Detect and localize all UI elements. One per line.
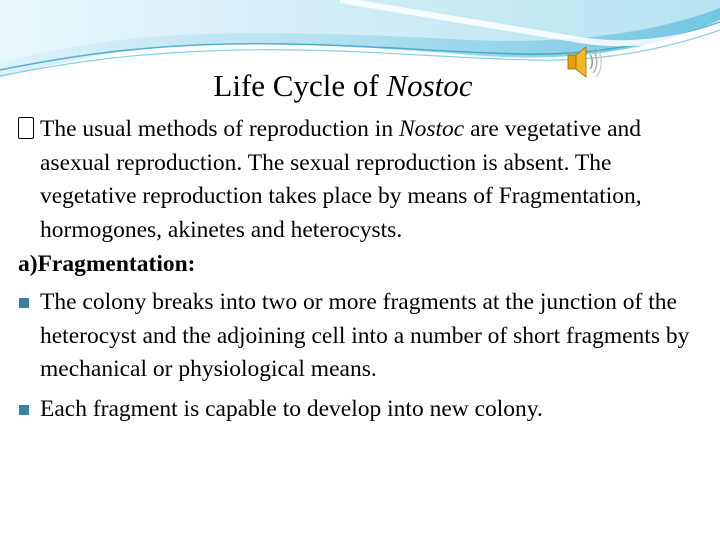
- bullet-text: The colony breaks into two or more fragments at the junction of the heterocyst and the adjoining cell into a number of short fragments by mechanical or physiological means.: [40, 288, 690, 383]
- intro-text-italic: Nostoc: [398, 116, 465, 142]
- square-bullet-icon: [19, 298, 29, 308]
- title-italic-text: Nostoc: [386, 68, 473, 103]
- intro-text-after: are vegetative and asexual reproduction. The sexual reproduction is absent. The vegetative reproduction takes place by means of Fragmentation, hormogones, akinetes and heterocysts.: [40, 116, 642, 243]
- slide-body: [18, 113, 708, 432]
- section-heading: a)Fragmentation:: [18, 251, 196, 278]
- list-item: [18, 393, 708, 427]
- square-bullet-icon: [19, 405, 29, 415]
- intro-paragraph: [18, 113, 708, 247]
- missing-glyph-icon: [18, 113, 34, 147]
- list-item: [18, 286, 708, 387]
- intro-text-before: The usual methods of reproduction in: [40, 116, 399, 142]
- bullet-text: Each fragment is capable to develop into new colony.: [40, 395, 543, 422]
- title-text: Life Cycle of: [213, 68, 387, 103]
- slide-title: [0, 66, 686, 106]
